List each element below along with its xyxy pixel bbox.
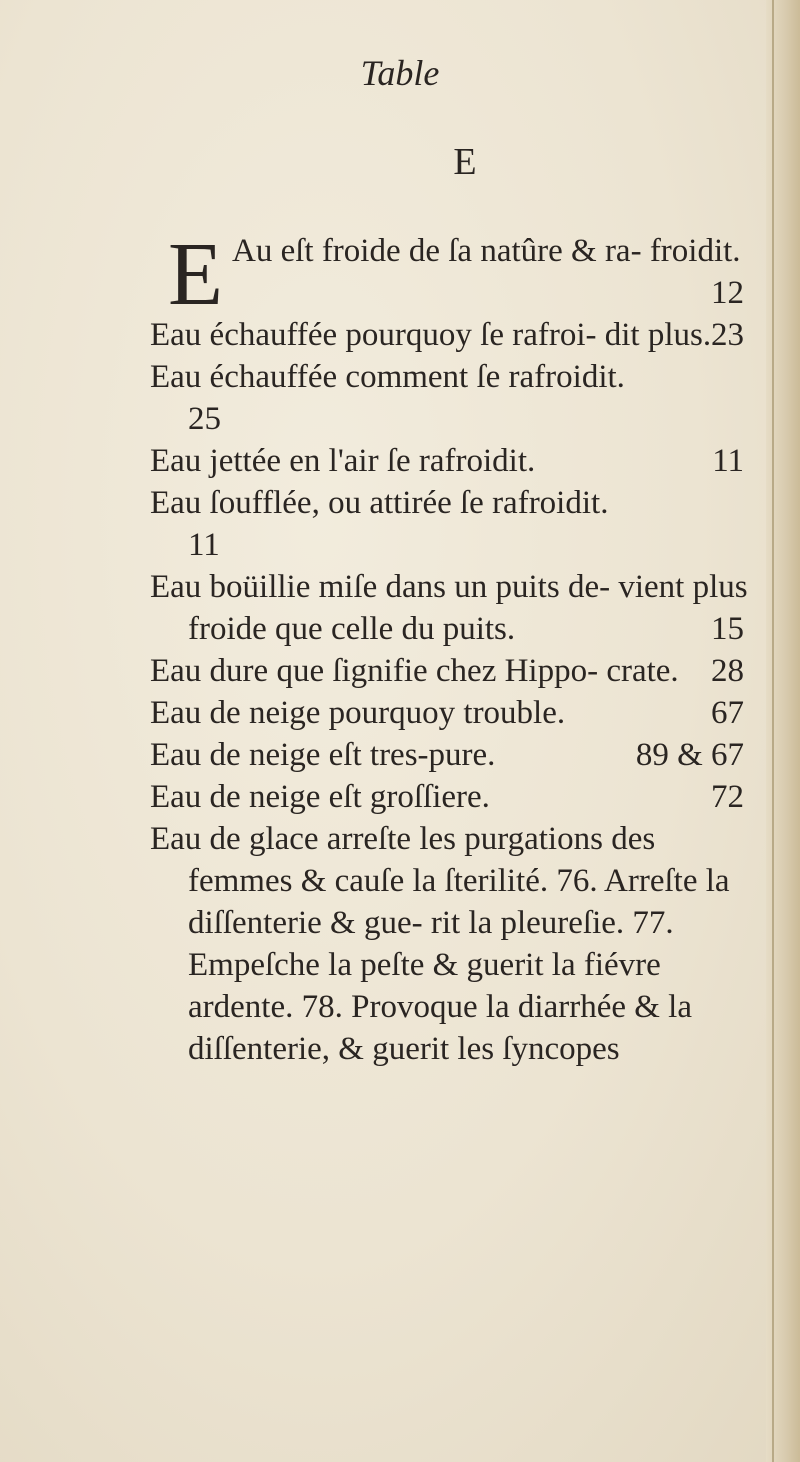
entry-page: 72: [711, 779, 744, 815]
entry-text: Eau de glace arreſte les purgations des femmes & cauſe la ſterilité. 76. Arreſte la diſſenterie & gue- rit la pleureſie. 77. Empeſche la peſte & guerit la fiévre ardente. 78. Provoque la diarrhée & la diſſenterie, & guerit les ſyncopes: [150, 821, 730, 1067]
entry-page: 28: [711, 653, 744, 689]
entry-text: Eau boüillie miſe dans un puits de- vient plus froide que celle du puits.: [150, 569, 748, 647]
entry-text: Au eſt froide de ſa natûre & ra- froidit.: [232, 233, 741, 269]
entry-page: 89 & 67: [635, 737, 744, 773]
drop-cap: E: [168, 225, 223, 324]
index-entry: [150, 482, 750, 566]
section-letter: E: [453, 141, 477, 183]
entry-text: Eau de neige eſt tres-pure.: [150, 737, 496, 773]
page-edge-line: [772, 0, 774, 1462]
index-entries: [150, 225, 750, 1070]
index-entry: [150, 818, 750, 1070]
entry-page: 25: [188, 401, 221, 437]
entry-page: 23: [711, 317, 744, 353]
index-entry: [150, 356, 750, 440]
entry-text: Eau de neige eſt groſſiere.: [150, 779, 490, 815]
entry-page: 11: [712, 443, 744, 479]
index-entry: [150, 650, 750, 692]
entry-page: 12: [711, 275, 744, 311]
entry-text: Eau échauffée comment ſe rafroidit.: [150, 359, 625, 395]
index-entry: [150, 692, 750, 734]
entry-text: Eau échauffée pourquoy ſe rafroi- dit plus.: [150, 317, 712, 353]
entry-page: 11: [188, 527, 220, 563]
entry-page: 15: [711, 611, 744, 647]
index-entry: [150, 566, 750, 650]
index-entry: [150, 776, 750, 818]
entry-text: Eau ſoufflée, ou attirée ſe rafroidit.: [150, 485, 609, 521]
entry-text: Eau de neige pourquoy trouble.: [150, 695, 566, 731]
running-title: Table: [360, 53, 440, 93]
entry-text: Eau dure que ſignifie chez Hippo- crate.: [150, 653, 679, 689]
index-entry: [150, 314, 750, 356]
index-entry: [150, 734, 750, 776]
entry-text: Eau jettée en l'air ſe rafroidit.: [150, 443, 536, 479]
entry-page: 67: [711, 695, 744, 731]
index-entry: [150, 225, 750, 324]
index-entry: [150, 440, 750, 482]
